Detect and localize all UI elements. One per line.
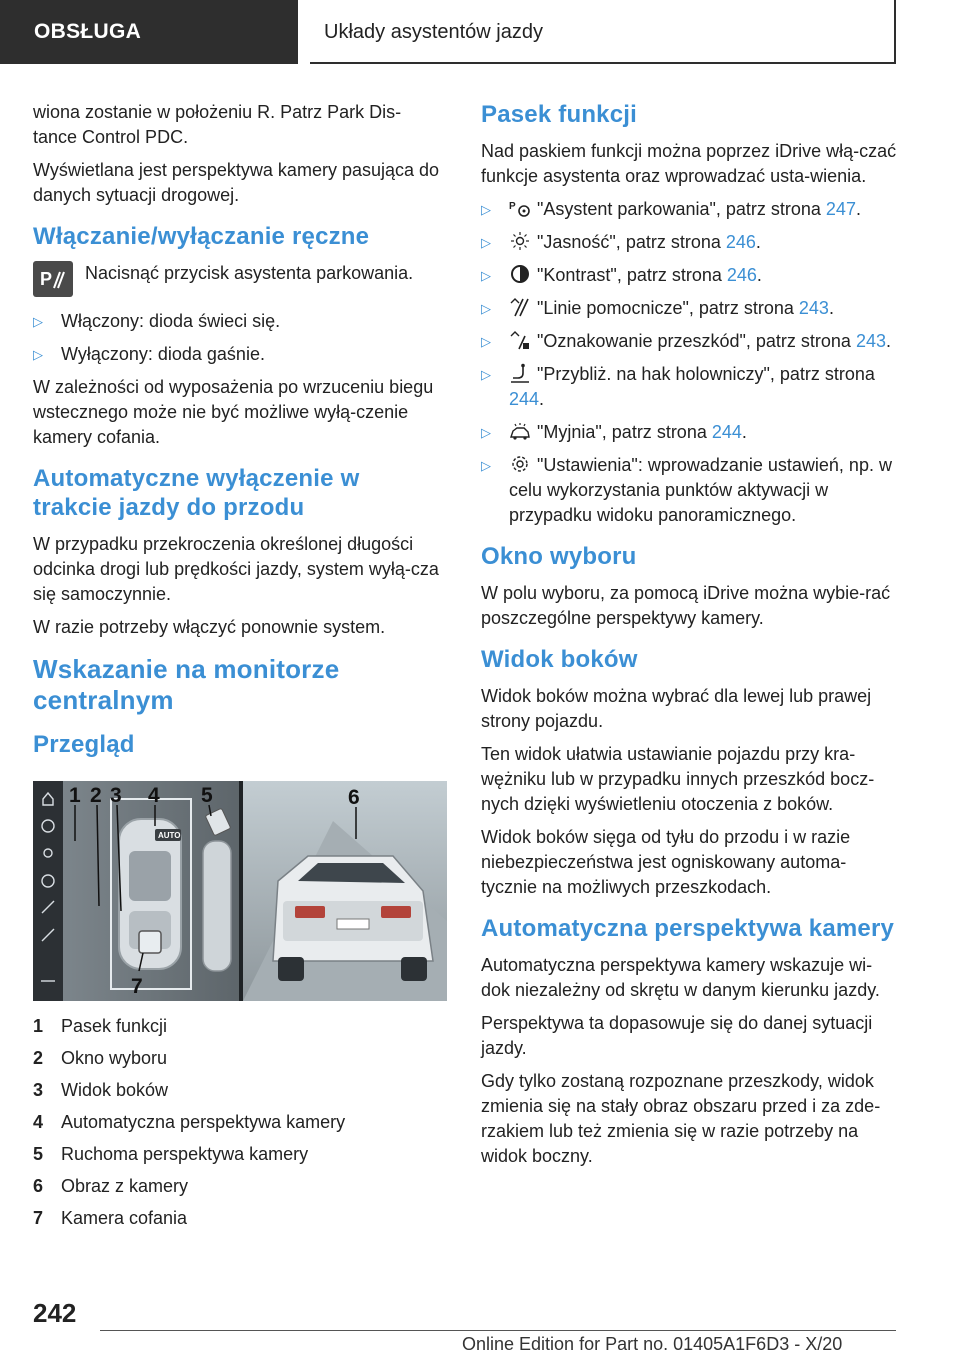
heading-side-view: Widok boków <box>481 646 638 673</box>
triangle-bullet-icon: ▷ <box>481 301 491 316</box>
page-link[interactable]: 246 <box>725 232 756 252</box>
legend-item: 5 Ruchoma perspektywa kamery <box>33 1144 309 1164</box>
note-paragraph: W zależności od wyposażenia po wrzuceniu biegu wstecznego może nie być możliwe wyłą-czenie kamery cofania. <box>33 377 434 447</box>
selection-paragraph: W polu wyboru, za pomocą iDrive można wybie-rać poszczególne perspektywy kamery. <box>481 583 891 628</box>
function-bar-intro: Nad paskiem funkcji można poprzez iDrive włą-czać funkcje asystenta oraz wprowadzać usta-wienia. <box>481 141 897 186</box>
auto-off-paragraph-2: W razie potrzeby włączyć ponownie system. <box>33 617 386 637</box>
legend-item: 1 Pasek funkcji <box>33 1016 168 1036</box>
intro-paragraph-1: wiona zostanie w położeniu R. Patrz Park Dis-tance Control PDC. <box>33 102 402 147</box>
callout-5: 5 <box>201 784 213 807</box>
page-link[interactable]: 244 <box>711 422 742 442</box>
list-item: ▷ Włączony: dioda świeci się. <box>33 309 443 334</box>
page-link[interactable]: 243 <box>798 298 829 318</box>
triangle-bullet-icon: ▷ <box>481 425 491 440</box>
heading-selection-window: Okno wyboru <box>481 543 637 570</box>
list-item: ▷ Wyłączony: dioda gaśnie. <box>33 342 443 367</box>
callout-1: 1 <box>69 784 81 807</box>
obstacle-marking-icon <box>509 330 531 350</box>
side-view-paragraph-3: Widok boków sięga od tyłu do przodu i w razie niebezpieczeństwa jest ogniskowany automa-tycznie na możliwych przeszkodach. <box>481 827 851 897</box>
heading-manual-toggle: Włączanie/wyłączanie ręczne <box>33 223 370 250</box>
edition-text: Online Edition for Part no. 01405A1F6D3 - X/20 <box>462 1334 843 1354</box>
list-item: ▷ P "Asystent parkowania", patrz strona 247. <box>481 197 901 222</box>
triangle-bullet-icon: ▷ <box>481 458 491 473</box>
callout-7: 7 <box>131 975 143 998</box>
heading-monitor: Wskazanie na monitorze centralnym <box>33 654 340 715</box>
list-item: ▷ "Linie pomocnicze", patrz strona 243. <box>481 296 901 321</box>
triangle-bullet-icon: ▷ <box>33 347 43 362</box>
svg-text:P: P <box>509 201 516 212</box>
parking-assistant-button-icon <box>33 261 73 297</box>
auto-off-paragraph-1: W przypadku przekroczenia określonej długości odcinka drogi lub prędkości jazdy, system wyłą-cza się samoczynnie. <box>33 534 439 604</box>
svg-text:P: P <box>40 269 53 289</box>
callout-2: 2 <box>90 784 102 807</box>
heading-auto-perspective: Automatyczna perspektywa kamery <box>481 915 895 942</box>
parking-assistant-icon <box>509 198 531 218</box>
led-state-list <box>33 309 443 367</box>
heading-overview: Przegląd <box>33 731 135 758</box>
function-list <box>481 197 901 528</box>
legend-item: 7 Kamera cofania <box>33 1208 188 1228</box>
section-tab: OBSŁUGA <box>0 0 298 64</box>
legend-item: 3 Widok boków <box>33 1080 169 1100</box>
triangle-bullet-icon: ▷ <box>481 235 491 250</box>
side-view-paragraph-1: Widok boków można wybrać dla lewej lub prawej strony pojazdu. <box>481 686 872 731</box>
auto-perspective-paragraph-3: Gdy tylko zostaną rozpoznane przeszkody, widok zmienia się na stały obraz obszaru przed i za zde-rzakiem lub też zmienia się w razie potrzeby na widok boczny. <box>481 1071 881 1166</box>
left-column <box>33 100 443 1237</box>
legend-item: 2 Okno wyboru <box>33 1048 168 1068</box>
auto-perspective-paragraph-1: Automatyczna perspektywa kamery wskazuje wi-dok niezależny od skrętu w danym kierunku jazdy. <box>481 955 880 1000</box>
guide-lines-icon <box>509 297 531 317</box>
list-item: ▷ "Kontrast", patrz strona 246. <box>481 263 901 288</box>
callout-6: 6 <box>348 786 360 809</box>
list-item: ▷ "Oznakowanie przeszkód", patrz strona 243. <box>481 329 901 354</box>
page-link[interactable]: 243 <box>855 331 886 351</box>
tow-hitch-zoom-icon <box>509 363 531 383</box>
triangle-bullet-icon: ▷ <box>481 334 491 349</box>
heading-function-bar: Pasek funkcji <box>481 101 638 128</box>
camera-display-figure <box>33 781 447 1001</box>
callout-4: 4 <box>148 784 160 807</box>
brightness-icon <box>509 231 531 251</box>
legend-item: 6 Obraz z kamery <box>33 1176 189 1196</box>
triangle-bullet-icon: ▷ <box>481 202 491 217</box>
footer-divider <box>100 1330 896 1331</box>
triangle-bullet-icon: ▷ <box>481 367 491 382</box>
car-wash-icon <box>509 421 531 441</box>
chapter-title: Układy asystentów jazdy <box>310 0 896 64</box>
intro-paragraph-2: Wyświetlana jest perspektywa kamery pasująca do danych sytuacji drogowej. <box>33 160 440 205</box>
parking-button-instruction <box>33 261 443 297</box>
svg-text:AUTO: AUTO <box>158 831 181 840</box>
instruction-text: Nacisnąć przycisk asystenta parkowania. <box>85 263 414 283</box>
legend-item: 4 Automatyczna perspektywa kamery <box>33 1112 346 1132</box>
page-link[interactable]: 246 <box>726 265 757 285</box>
right-column <box>481 100 901 1177</box>
page-number: 242 <box>33 1298 77 1328</box>
figure-legend <box>33 1013 443 1231</box>
contrast-icon <box>509 264 531 284</box>
side-view-paragraph-2: Ten widok ułatwia ustawianie pojazdu przy kra-wężniku lub w przypadku innych przeszkód bocz-nych dzięki wyświetleniu otoczenia z boków. <box>481 744 875 814</box>
page-link[interactable]: 244 <box>509 389 540 409</box>
list-item: ▷ "Przybliż. na hak holowniczy", patrz strona 244. <box>481 364 875 409</box>
triangle-bullet-icon: ▷ <box>33 314 43 329</box>
list-item: ▷ "Ustawienia": wprowadzanie ustawień, np. w celu wykorzystania punktów aktywacji w przypadku widoku panoramicznego. <box>481 455 892 525</box>
callout-3: 3 <box>110 784 122 807</box>
page-link[interactable]: 247 <box>825 199 856 219</box>
settings-gear-icon <box>509 454 531 474</box>
list-item: ▷ "Myjnia", patrz strona 244. <box>481 420 901 445</box>
auto-perspective-paragraph-2: Perspektywa ta dopasowuje się do danej sytuacji jazdy. <box>481 1013 873 1058</box>
heading-auto-off: Automatyczne wyłączenie w trakcie jazdy do przodu <box>33 465 360 521</box>
page-header <box>0 0 896 64</box>
list-item: ▷ "Jasność", patrz strona 246. <box>481 230 901 255</box>
triangle-bullet-icon: ▷ <box>481 268 491 283</box>
